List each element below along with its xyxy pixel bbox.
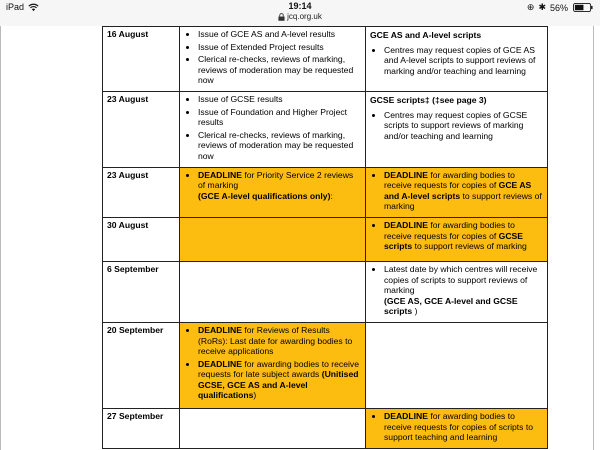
table-row — [103, 91, 548, 167]
bluetooth-icon: ✱ — [538, 2, 546, 12]
table-row — [103, 261, 548, 322]
left-cell — [180, 408, 366, 448]
right-cell-highlight — [366, 217, 548, 261]
status-right — [527, 2, 594, 13]
table-row — [103, 27, 548, 92]
left-cell-highlight — [180, 322, 366, 408]
left-cell — [180, 261, 366, 322]
status-bar — [0, 0, 600, 26]
battery-percent: 56% — [549, 2, 568, 13]
table-row — [103, 217, 548, 261]
row-date: 30 August — [103, 217, 180, 261]
list-item: • Issue of Extended Project results — [198, 42, 361, 53]
lock-icon — [278, 13, 285, 21]
left-cell — [180, 91, 366, 167]
deadline-label: DEADLINE — [384, 410, 428, 421]
address-bar[interactable] — [278, 12, 322, 22]
section-heading: GCE AS and A-level scripts — [370, 30, 482, 40]
right-cell-highlight — [366, 408, 548, 448]
right-cell — [366, 261, 548, 322]
page-edge-left — [0, 26, 1, 450]
list-item: • Latest date by which centres will receive copies of scripts to support reviews of marking (GCE AS, GCE A-level and GCSE scripts ) — [384, 264, 543, 317]
list-item: • DEADLINE for awarding bodies to receive requests for copies of GCSE scripts to support reviews of marking — [384, 220, 543, 252]
left-cell — [180, 27, 366, 92]
right-cell — [366, 91, 548, 167]
row-date: 16 August — [103, 27, 180, 92]
list-item: • DEADLINE for Reviews of Results (RoRs): Last date for awarding bodies to receive applications — [198, 325, 361, 357]
deadline-label: DEADLINE — [384, 169, 428, 180]
row-date: 27 September — [103, 408, 180, 448]
status-center — [0, 1, 600, 23]
row-date: 6 September — [103, 261, 180, 322]
list-item: • Issue of GCE AS and A-level results — [198, 29, 361, 40]
left-cell-highlight — [180, 167, 366, 217]
row-date: 23 August — [103, 91, 180, 167]
page-edge-right — [593, 26, 594, 450]
list-item: • DEADLINE for awarding bodies to receive requests for late subject awards (Unitised GCSE, GCE AS and A-level qualifications) — [198, 359, 361, 401]
battery-icon — [572, 3, 594, 12]
list-item: • DEADLINE for awarding bodies to receive requests for copies of scripts to support teaching and learning — [384, 411, 543, 443]
right-cell — [366, 322, 548, 408]
list-item: • Clerical re-checks, reviews of marking, reviews of moderation may be requested now — [198, 130, 361, 162]
list-item: • Clerical re-checks, reviews of marking, reviews of moderation may be requested now — [198, 54, 361, 86]
right-cell-highlight — [366, 167, 548, 217]
table-row — [103, 322, 548, 408]
device-name: iPad — [6, 2, 25, 12]
list-item: • DEADLINE for Priority Service 2 reviews of marking (GCE A-level qualifications only): — [198, 170, 361, 202]
deadline-label: DEADLINE — [384, 219, 428, 230]
list-item: • Issue of GCSE results — [198, 94, 361, 105]
right-cell — [366, 27, 548, 92]
table-row — [103, 408, 548, 448]
list-item: • Centres may request copies of GCSE scripts to support reviews of marking and/or teaching and learning — [384, 110, 543, 142]
list-item: • DEADLINE for awarding bodies to receive requests for copies of GCE AS and A-level scripts to support reviews of marking — [384, 170, 543, 212]
deadline-label: DEADLINE — [198, 324, 242, 335]
deadline-label: DEADLINE — [198, 169, 242, 180]
left-cell-highlight — [180, 217, 366, 261]
clock: 19:14 — [288, 1, 312, 11]
section-heading: GCSE scripts‡ (‡see page 3) — [370, 94, 487, 105]
results-schedule-table — [102, 26, 548, 449]
url-text[interactable]: jcq.org.uk — [287, 12, 322, 21]
row-date: 20 September — [103, 322, 180, 408]
list-item: • Issue of Foundation and Higher Project results — [198, 107, 361, 128]
document-page — [0, 26, 600, 450]
row-date: 23 August — [103, 167, 180, 217]
deadline-label: DEADLINE — [198, 358, 242, 369]
orientation-lock-icon: ⊕ — [526, 2, 535, 12]
table-row — [103, 167, 548, 217]
list-item: • Centres may request copies of GCE AS and A-level scripts to support reviews of marking and/or teaching and learning — [384, 45, 543, 77]
